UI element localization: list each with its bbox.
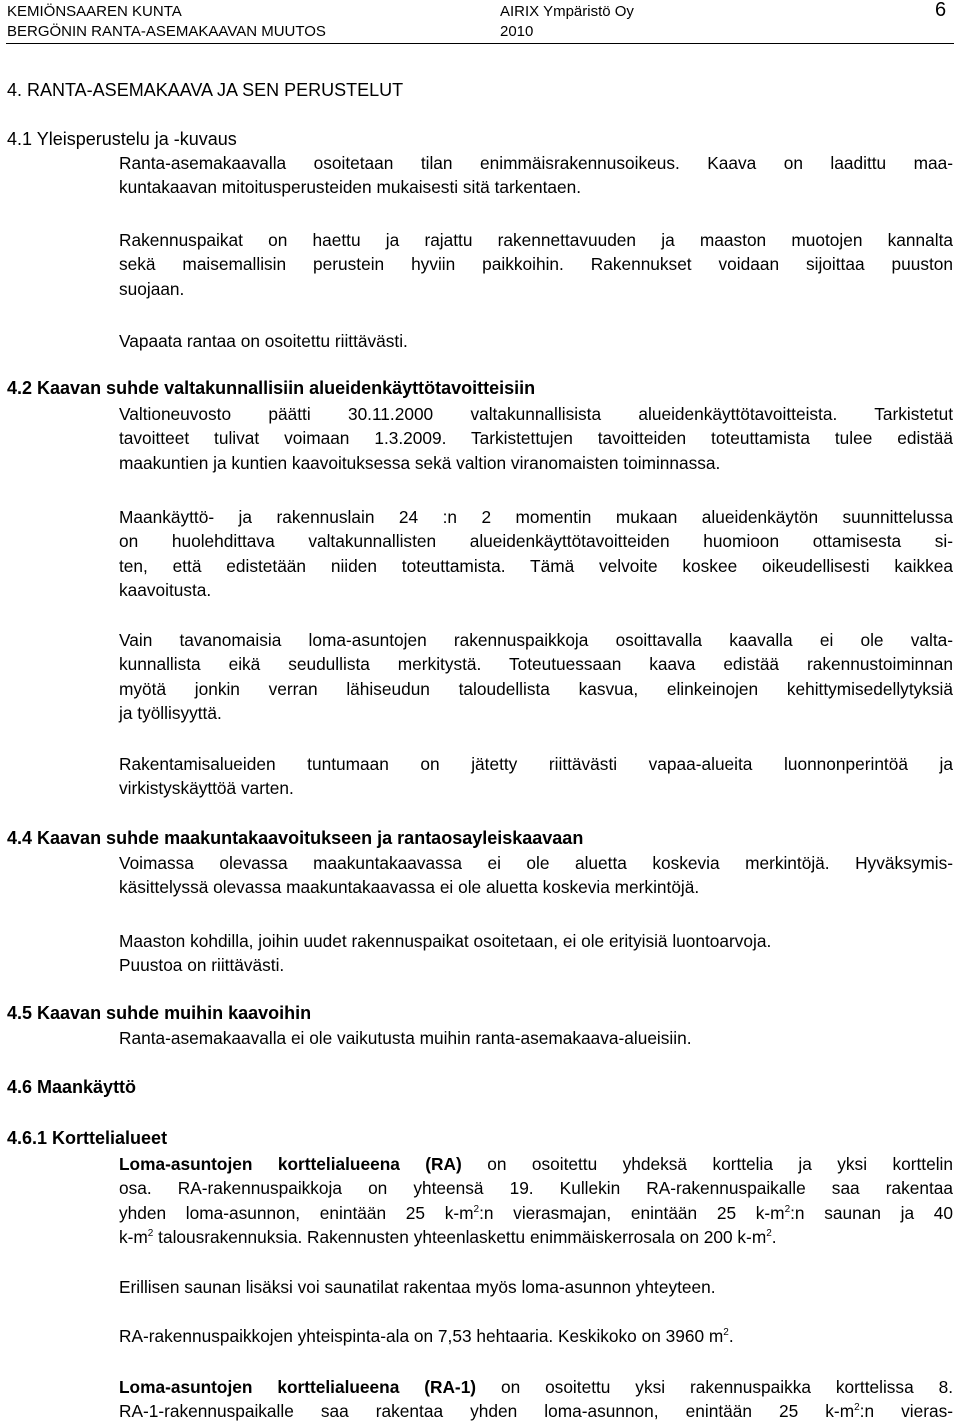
superscript: 2 [473,1203,480,1215]
text-run: yhden loma-asunnon, enintään 25 k-m [119,1202,474,1223]
section-4-6-1-para-4 [119,1375,953,1424]
text-line: Ranta-asemakaavalla ei ole vaikutusta muihin ranta-asemakaava-alueisiin. [119,1028,692,1048]
text-line: ten, että edistetään niiden toteuttamista. Tämä velvoite koskee oikeudellisesti kaikkea [119,555,953,576]
text-line [119,1399,953,1423]
text-line [119,1201,953,1225]
text-run: :n saunan ja 40 [790,1202,953,1223]
superscript: 2 [723,1327,729,1339]
text-line: Maaston kohdilla, joihin uudet rakennuspaikat osoitetaan, ei ole erityisiä luontoarvoja. [119,931,772,951]
section-4-2-para-2 [119,505,953,602]
text-line: ja työllisyyttä. [119,702,222,723]
section-4-4-para-1 [119,851,953,900]
text-line: Rakentamisalueiden tuntumaan on jätetty riittävästi vapaa-alueita luonnonperintöä ja [119,754,953,774]
text-line: kuntakaavan mitoitusperusteiden mukaisesti sitä tarkentaen. [119,177,582,198]
text-line [119,1152,953,1176]
text-line: Erillisen saunan lisäksi voi saunatilat rakentaa myös loma-asunnon yhteyteen. [119,1277,716,1297]
section-4-1-para-1 [119,151,953,200]
text-line: Rakennuspaikat on haettu ja rajattu rakennettavuuden ja maaston muotojen kannalta [119,230,953,250]
text-line: osa. RA-rakennuspaikkoja on yhteensä 19. Kullekin RA-rakennuspaikalle saa rakentaa [119,1178,953,1199]
text-line: käsittelyssä olevassa maakuntakaavassa ei ole aluetta koskevia merkintöjä. [119,877,700,898]
header-org: KEMIÖNSAAREN KUNTA [7,3,182,20]
text-line [119,1324,953,1348]
section-4-4-heading: 4.4 Kaavan suhde maakuntakaavoitukseen ja rantaosayleiskaavaan [7,828,584,848]
superscript: 2 [147,1228,154,1240]
section-4-4-para-2 [119,929,953,978]
text-line: Puustoa on riittävästi. [119,955,285,976]
section-4-6-1-para-2 [119,1275,953,1299]
text-line: Vain tavanomaisia loma-asuntojen rakennuspaikkoja osoittavalla kaavalla ei ole valta- [119,630,953,650]
section-4-1-heading: 4.1 Yleisperustelu ja -kuvaus [7,129,237,149]
text-line: tavoitteet tulivat voimaan 1.3.2009. Tarkistettujen tavoitteiden toteuttamista tulee edistää [119,428,953,449]
text-line: on huolehdittava valtakunnallisten alueidenkäyttötavoitteiden huomioon ottamisesta si- [119,531,953,552]
text-run: RA-1-rakennuspaikalle saa rakentaa yhden loma-asunnon, enintään 25 k-m [119,1401,855,1422]
section-4-6-1-para-1 [119,1152,953,1249]
text-run: talousrakennuksia. Rakennusten yhteenlaskettu enimmäiskerrosala on 200 k-m [153,1226,767,1247]
text-line: myötä jonkin verran lähiseudun taloudellista kasvua, elinkeinojen kehittymisedellytyksiä [119,678,953,699]
section-4-2-heading: 4.2 Kaavan suhde valtakunnallisiin alueidenkäyttötavoitteisiin [7,378,536,398]
text-run: :n vierasmajan, enintään 25 k-m [479,1202,785,1223]
superscript: 2 [784,1203,791,1215]
section-4-6-1-heading: 4.6.1 Korttelialueet [7,1128,168,1148]
text-run: . [728,1326,734,1346]
header-year: 2010 [500,23,534,40]
text-run: :n vieras- [859,1401,953,1422]
text-run: k-m [119,1226,148,1247]
text-run: on osoitettu yksi rakennuspaikka korttelissa 8. [476,1377,953,1397]
text-run: on osoitettu yhdeksä korttelia ja yksi korttelin [461,1154,953,1174]
text-line [119,1225,953,1249]
text-line: kaavoitusta. [119,579,212,600]
section-4-6-1-para-3 [119,1324,953,1348]
section-4-2-para-4 [119,752,953,801]
header-rule [6,43,954,44]
section-4-6-heading: 4.6 Maankäyttö [7,1077,137,1097]
header-plan: BERGÖNIN RANTA-ASEMAKAAVAN MUUTOS [7,23,326,40]
section-4-1-para-2 [119,228,953,301]
text-line: Maankäyttö- ja rakennuslain 24 :n 2 momentin mukaan alueidenkäytön suunnittelussa [119,507,953,527]
chapter-heading: 4. RANTA-ASEMAKAAVA JA SEN PERUSTELUT [7,80,404,100]
text-line: Voimassa olevassa maakuntakaavassa ei ole aluetta koskevia merkintöjä. Hyväksymis- [119,853,953,873]
text-line: sekä maisemallisin perustein hyviin paikkoihin. Rakennukset voidaan sijoittaa puuston [119,254,953,275]
section-4-5-para-1 [119,1026,953,1050]
text-run: RA-rakennuspaikkojen yhteispinta-ala on 7,53 hehtaaria. Keskikoko on 3960 m [119,1326,724,1346]
text-line: virkistyskäyttöä varten. [119,778,294,799]
text-line [119,1375,953,1399]
text-line: kunnallista eikä seudullista merkitystä. Toteutuessaan kaava edistää rakennustoiminnan [119,654,953,675]
superscript: 2 [766,1228,772,1240]
page-number: 6 [935,0,947,21]
superscript: 2 [854,1402,860,1414]
section-4-5-heading: 4.5 Kaavan suhde muihin kaavoihin [7,1003,312,1023]
header-company: AIRIX Ympäristö Oy [500,3,634,20]
text-line: suojaan. [119,278,185,299]
text-line: Valtioneuvosto päätti 30.11.2000 valtakunnallisista alueidenkäyttötavoitteista. Tarkistetut [119,404,953,424]
section-4-1-para-3 [119,329,953,353]
text-run: . [771,1226,777,1247]
section-4-2-para-3 [119,628,953,725]
text-line: maakuntien ja kuntien kaavoituksessa sekä valtion viranomaisten toiminnassa. [119,452,721,473]
term-ra: Loma-asuntojen korttelialueena (RA) [119,1154,462,1174]
section-4-2-para-1 [119,402,953,475]
term-ra-1: Loma-asuntojen korttelialueena (RA-1) [119,1377,477,1397]
text-line: Vapaata rantaa on osoitettu riittävästi. [119,331,408,351]
text-line: Ranta-asemakaavalla osoitetaan tilan enimmäisrakennusoikeus. Kaava on laadittu maa- [119,153,953,173]
